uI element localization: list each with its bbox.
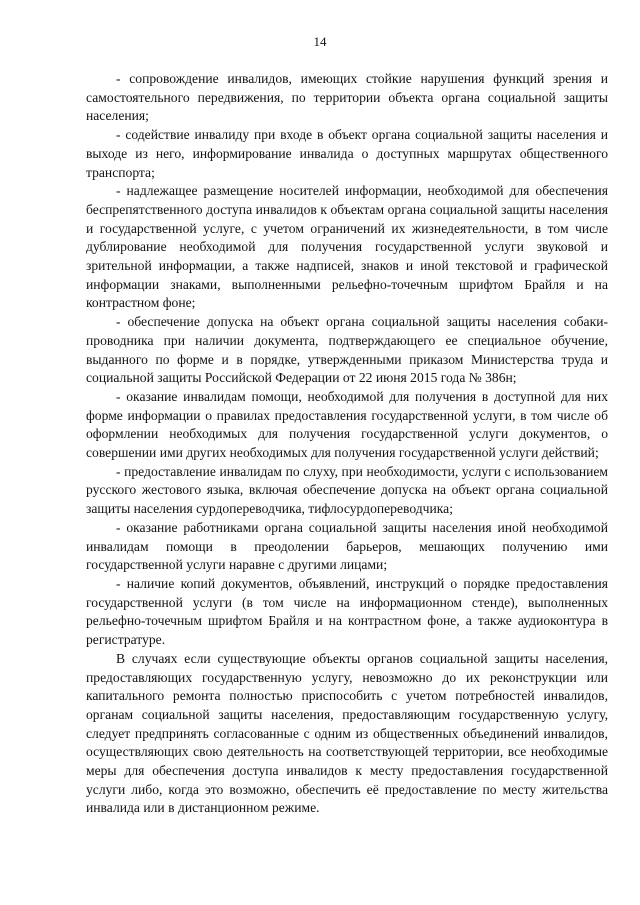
page-number: 14 (313, 34, 327, 49)
paragraph-guide-dog-access: - обеспечение допуска на объект органа социальной защиты населения собаки-проводника при наличии документа, подтверждающего ее специальное обучение, выданного по форме и в порядке, утвержденными приказом Министерства труда и социальной защиты Российской Федерации от 22 июня 2015 года № 386н; (86, 314, 608, 386)
paragraph-entry-assistance: - содействие инвалиду при входе в объект органа социальной защиты населения и выходе из него, информирование инвалида о доступных маршрутах общественного транспорта; (86, 127, 608, 180)
paragraph-information-placement: - надлежащее размещение носителей информации, необходимой для обеспечения беспрепятственного доступа инвалидов к объектам органа социальной защиты населения и государственной услуге, с учетом ограничений их жизнедеятельности, в том числе дублирование необходимой для получения государственной услуги звуковой и зрительной информации, а также надписей, знаков и иной текстовой и графической информации знаками, выполненными рельефно-точечным шрифтом Брайля и на контрастном фоне; (86, 183, 608, 311)
paragraph-information-assistance: - оказание инвалидам помощи, необходимой для получения в доступной для них форме информации о правилах предоставления государственной услуги, в том числе об оформлении необходимых для получения государственной услуги документов, о совершении ими других необходимых для получения государственной услуги действий; (86, 388, 608, 461)
paragraph-braille-documents: - наличие копий документов, объявлений, инструкций о порядке предоставления государственной услуги (в том числе на информационном стенде), выполненных рельефно-точечным шрифтом Брайля и на контрастном фоне, а также аудиоконтура в регистратуре. (86, 575, 608, 648)
paragraph-barrier-assistance: - оказание работниками органа социальной защиты населения иной необходимой инвалидам помощи в преодолении барьеров, мешающих получению ими государственной услуги наравне с другими лицами; (86, 519, 608, 573)
document-body (86, 70, 608, 818)
paragraph-existing-facilities: В случаях если существующие объекты органов социальной защиты населения, предоставляющих государственную услугу, невозможно до их реконструкции или капитального ремонта полностью приспособить с учетом потребностей инвалидов, органам социальной защиты населения, предоставляющим государственную услугу, следует предпринять согласованные с одним из общественных объединений инвалидов, осуществляющих свою деятельность на соответствующей территории, все необходимые меры для обеспечения доступа инвалидов к месту предоставления государственной услуги либо, когда это возможно, обеспечить её предоставление по месту жительства инвалида или в дистанционном режиме. (86, 650, 608, 816)
paragraph-sign-language: - предоставление инвалидам по слуху, при необходимости, услуги с использованием русского жестового языка, включая обеспечение допуска на объект органа социальной защиты населения сурдопереводчика, тифлосурдопереводчика; (86, 463, 608, 517)
paragraph-escort-blind: - сопровождение инвалидов, имеющих стойкие нарушения функций зрения и самостоятельного передвижения, по территории объекта органа социальной защиты населения; (86, 71, 608, 124)
